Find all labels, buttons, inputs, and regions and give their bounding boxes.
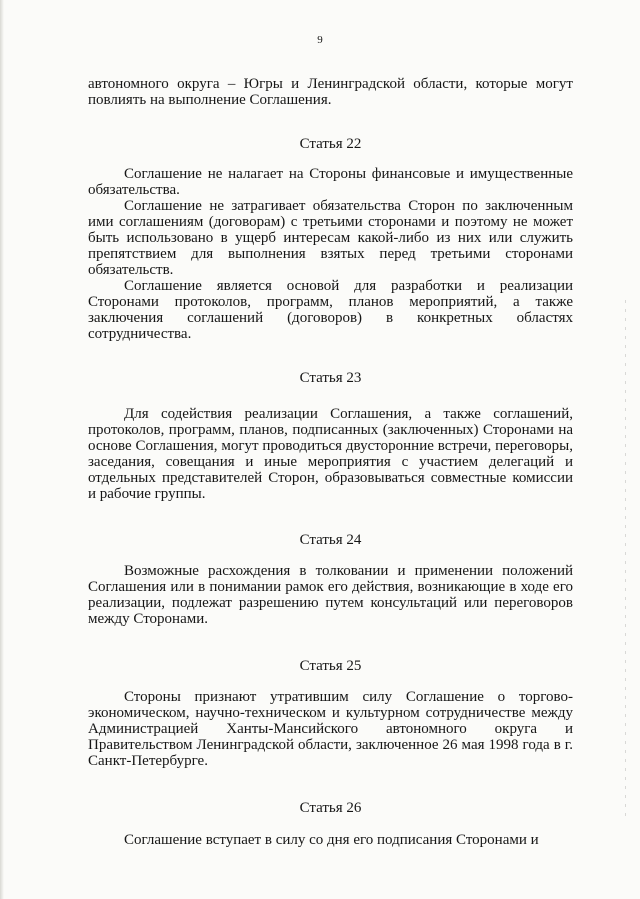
- article-26-paragraph-1: Соглашение вступает в силу со дня его подписания Сторонами и: [124, 832, 539, 848]
- article-22-paragraph-1: Соглашение не налагает на Стороны финансовые и имущественные обязательства.: [88, 166, 573, 198]
- article-23-heading: Статья 23: [299, 370, 362, 386]
- article-23-paragraph-1: Для содействия реализации Соглашения, а также соглашений, протоколов, программ, планов, подписанных (заключенных) Сторонами на основе Соглашения, могут проводиться двусторонние встречи, переговоры, заседания, совещания и иные мероприятия с участием делегаций и отдельных представителей Сторон, образовываться совместные комиссии и рабочие группы.: [88, 406, 573, 502]
- intro-paragraph: автономного округа – Югры и Ленинградской области, которые могут повлиять на выполнение Соглашения.: [88, 76, 573, 108]
- scan-edge-right: [625, 300, 626, 820]
- article-22-paragraph-2: Соглашение не затрагивает обязательства Сторон по заключенным ими соглашениям (договорам) с третьими сторонами и поэтому не может быть использовано в ущерб интересам какой-либо из них или служить препятствием для выполнения взятых перед третьими сторонами обязательств.: [88, 198, 573, 278]
- article-24-heading: Статья 24: [299, 532, 362, 548]
- article-22-heading: Статья 22: [299, 136, 362, 152]
- article-26-heading: Статья 26: [299, 800, 362, 816]
- document-body: [88, 76, 573, 848]
- article-25-heading: Статья 25: [299, 658, 362, 674]
- page-number: 9: [317, 34, 323, 46]
- article-24-paragraph-1: Возможные расхождения в толковании и применении положений Соглашения или в понимании рамок его действия, возникающие в ходе его реализации, подлежат разрешению путем консультаций или переговоров между Сторонами.: [88, 563, 573, 627]
- article-22-paragraph-3: Соглашение является основой для разработки и реализации Сторонами протоколов, программ, планов мероприятий, а также заключения соглашений (договоров) в конкретных областях сотрудничества.: [88, 278, 573, 342]
- article-25-paragraph-1: Стороны признают утратившим силу Соглашение о торгово-экономическом, научно-техническом и культурном сотрудничестве между Администрацией Ханты-Мансийского автономного округа и Правительством Ленинградской области, заключенное 26 мая 1998 года в г. Санкт-Петербурге.: [88, 689, 573, 769]
- scan-edge-left: [0, 0, 4, 899]
